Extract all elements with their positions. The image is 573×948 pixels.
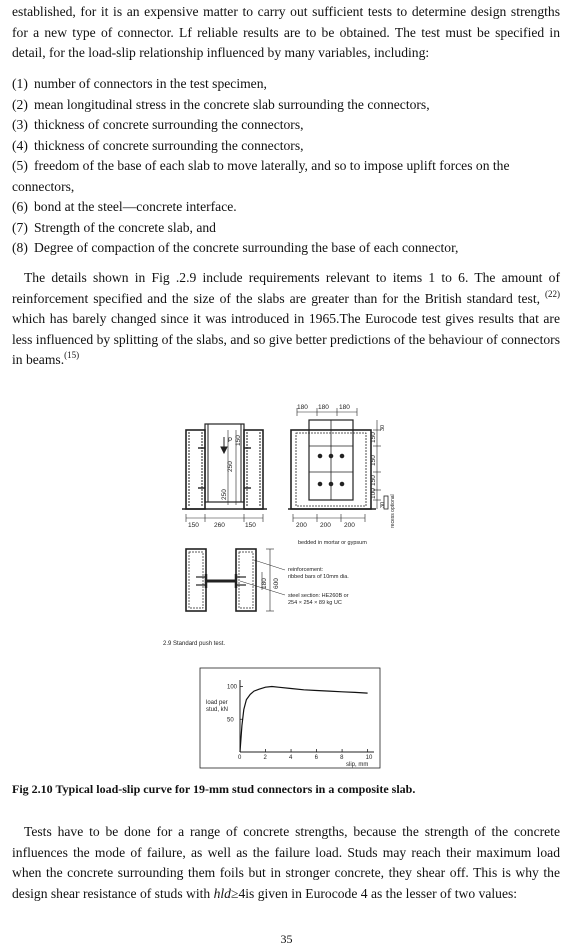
reinforcement-label: reinforcement: xyxy=(288,567,324,573)
list-item-number: (7) xyxy=(12,219,28,235)
reference-15: (15) xyxy=(64,350,80,360)
list-item-number: (4) xyxy=(12,137,28,153)
dim-top-1: 180 xyxy=(297,404,308,411)
steel-label: steel section: HE260B or xyxy=(288,593,349,599)
figure-2-10-caption: Fig 2.10 Typical load-slip curve for 19-mm stud connectors in a composite slab. xyxy=(12,782,416,796)
chart-ylabel-2: stud, kN xyxy=(206,707,229,713)
dim-vert-right-5: 30 xyxy=(380,501,386,508)
figure-2-9-caption: 2.9 Standard push test. xyxy=(163,641,226,647)
dim-30-side: 30 xyxy=(380,424,386,431)
details-text-a: The details shown in Fig .2.9 include requirements relevant to items 1 to 6. The amount of reinforcement specified and the size of the slabs are greater than for the British standard test, xyxy=(12,270,560,306)
dim-bottom-right-2: 200 xyxy=(320,522,331,529)
list-item-number: (8) xyxy=(12,240,28,255)
recess-label: recess optional xyxy=(390,494,396,528)
steel-detail: 254 × 254 × 89 kg UC xyxy=(288,600,342,606)
reference-22: (22) xyxy=(544,288,560,299)
dim-vert-left-3: 250 xyxy=(221,489,228,500)
dim-bottom-left-2: 260 xyxy=(214,522,225,529)
chart-ylabel-1: load per xyxy=(206,700,228,706)
list-item-text: bond at the steel—concrete interface. xyxy=(34,199,237,214)
x-tick-label: 0 xyxy=(238,755,242,761)
plan-dim-600: 600 xyxy=(273,578,280,589)
list-item-number: (3) xyxy=(12,117,28,132)
dim-top-3: 180 xyxy=(339,404,350,411)
list-item-number: (1) xyxy=(12,76,28,91)
dim-bottom-right-3: 200 xyxy=(344,522,355,529)
list-item-text: thickness of concrete surrounding the connectors, xyxy=(34,117,304,132)
y-tick-label: 50 xyxy=(227,717,234,724)
concrete-text-b: ≥4is given in Eurocode 4 as the lesser of two values: xyxy=(230,885,518,901)
details-text-b: which has barely changed since it was introduced in 1965.The Eurocode test gives results that are less influenced by splitting of the slabs, and so give better predictions of the behaviour of connectors in beams. xyxy=(12,311,560,367)
concrete-strength-paragraph xyxy=(12,822,560,904)
bedded-label: bedded in mortar or gypsum xyxy=(298,540,367,546)
list-item-text: Degree of compaction of the concrete surrounding the base of each connector, xyxy=(34,240,459,255)
list-item-number: (6) xyxy=(12,199,28,214)
reinforcement-detail: ribbed bars of 10mm dia. xyxy=(288,574,349,580)
x-tick-label: 2 xyxy=(263,755,267,761)
dim-vert-right-3: 150 xyxy=(370,475,377,486)
load-arrowhead xyxy=(221,447,227,453)
x-tick-label: 8 xyxy=(340,755,344,761)
list-item-text: thickness of concrete surrounding the connectors, xyxy=(34,137,304,153)
list-item-continuation: connectors, xyxy=(12,178,75,194)
dim-bottom-left-3: 150 xyxy=(245,522,256,529)
concrete-text-a: Tests have to be done for a range of concrete strengths, because the strength of the concrete influences the mode of failure, as well as the failure load. Studs may reach their maximum load when the concrete surrounding them foils but in stronger concrete, they shear off. This is why the design shear resistance of studs with xyxy=(12,824,560,901)
page-number: 35 xyxy=(280,932,293,946)
dim-vert-left-2: 250 xyxy=(227,461,234,472)
dim-vert-right-2: 150 xyxy=(370,455,377,466)
dim-vert-left-1: 150 xyxy=(235,435,242,446)
intro-paragraph: established, for it is an expensive matter to carry out sufficient tests to determine design strengths for a new type of connector. Lf reliable results are to be obtained. The test must be specified in detail, for the load-slip relationship influenced by many variables, including: xyxy=(12,4,560,60)
x-tick-label: 10 xyxy=(365,755,373,761)
list-item-number: (2) xyxy=(12,96,28,112)
load-label: P xyxy=(228,437,233,444)
x-tick-label: 4 xyxy=(289,755,293,761)
dim-vert-right-1: 150 xyxy=(370,432,377,443)
chart-xlabel: slip, mm xyxy=(346,762,369,768)
dim-bottom-right-1: 200 xyxy=(296,522,307,529)
x-tick-label: 6 xyxy=(314,755,318,761)
push-test-plan-view xyxy=(186,549,285,611)
dim-top-2: 180 xyxy=(318,404,329,411)
list-item-text: Strength of the concrete slab, and xyxy=(34,219,216,235)
dim-bottom-left-1: 150 xyxy=(188,522,199,529)
list-item-text: number of connectors in the test specimen, xyxy=(34,76,267,91)
list-item-number: (5) xyxy=(12,158,28,173)
list-item-text: freedom of the base of each slab to move laterally, and so to impose uplift forces on the xyxy=(34,158,510,173)
ratio-symbol: hld xyxy=(213,885,231,901)
y-tick-label: 100 xyxy=(227,684,238,691)
plan-dim-180: 180 xyxy=(261,578,268,589)
dim-vert-right-4: 100 xyxy=(370,488,377,499)
push-test-elevation xyxy=(182,424,267,522)
list-item-text: mean longitudinal stress in the concrete slab surrounding the connectors, xyxy=(34,96,430,112)
